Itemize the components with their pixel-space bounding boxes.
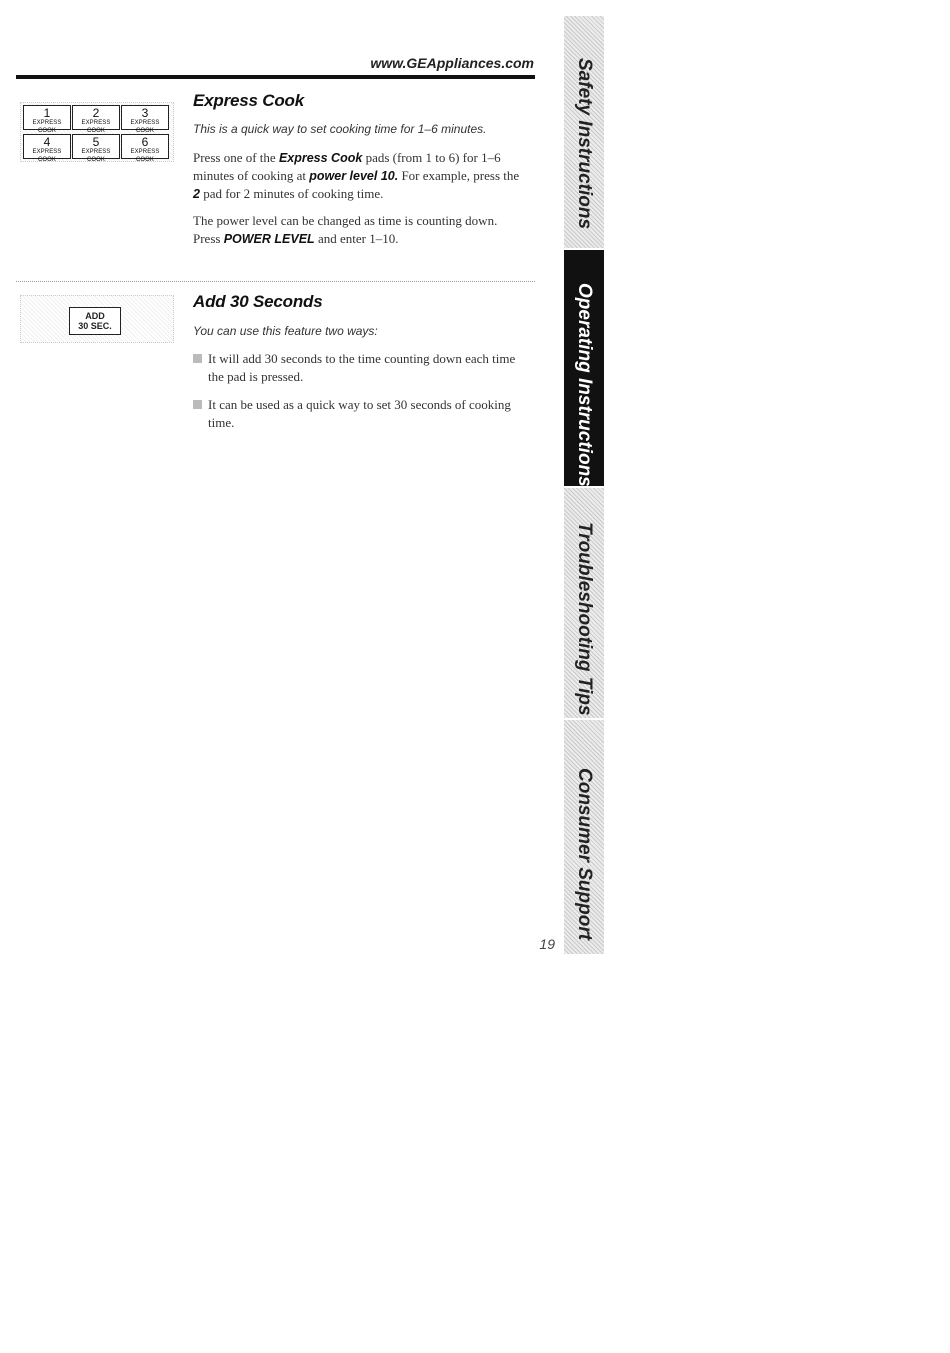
add-30-seconds-subtitle: You can use this feature two ways: (193, 324, 378, 338)
express-cook-key-6: 6 EXPRESS COOK (121, 134, 169, 159)
express-cook-key-2: 2 EXPRESS COOK (72, 105, 120, 130)
bullet-square-icon (193, 354, 202, 363)
section-sidebar (564, 16, 604, 954)
add-30-sec-key: ADD 30 SEC. (69, 307, 121, 335)
add-30-seconds-title: Add 30 Seconds (193, 292, 323, 311)
express-cook-keypad (20, 102, 174, 162)
bullet-item: It will add 30 seconds to the time counting down each time the pad is pressed. (193, 350, 523, 386)
page-number: 19 (539, 936, 555, 952)
section-divider (16, 281, 535, 282)
tab-consumer-support[interactable]: Consumer Support (564, 720, 604, 954)
express-cook-key-4: 4 EXPRESS COOK (23, 134, 71, 159)
bullet-square-icon (193, 400, 202, 409)
express-cook-key-1: 1 EXPRESS COOK (23, 105, 71, 130)
express-cook-paragraph-1: Press one of the Express Cook pads (from 1 to 6) for 1–6 minutes of cooking at power level 10. For example, press the 2 pad for 2 minutes of cooking time. (193, 150, 520, 201)
add-30-sec-pad-illustration (20, 295, 174, 343)
express-cook-key-5: 5 EXPRESS COOK (72, 134, 120, 159)
tab-operating-instructions[interactable]: Operating Instructions (564, 250, 604, 486)
express-cook-title: Express Cook (193, 91, 304, 110)
express-cook-subtitle: This is a quick way to set cooking time for 1–6 minutes. (193, 122, 487, 136)
bullet-item: It can be used as a quick way to set 30 seconds of cooking time. (193, 396, 523, 432)
express-cook-paragraph-2: The power level can be changed as time is counting down. Press POWER LEVEL and enter 1–10. (193, 213, 498, 246)
express-cook-key-3: 3 EXPRESS COOK (121, 105, 169, 130)
top-rule (16, 75, 535, 79)
site-url: www.GEAppliances.com (370, 55, 534, 71)
tab-safety-instructions[interactable]: Safety Instructions (564, 16, 604, 248)
tab-troubleshooting-tips[interactable]: Troubleshooting Tips (564, 488, 604, 718)
